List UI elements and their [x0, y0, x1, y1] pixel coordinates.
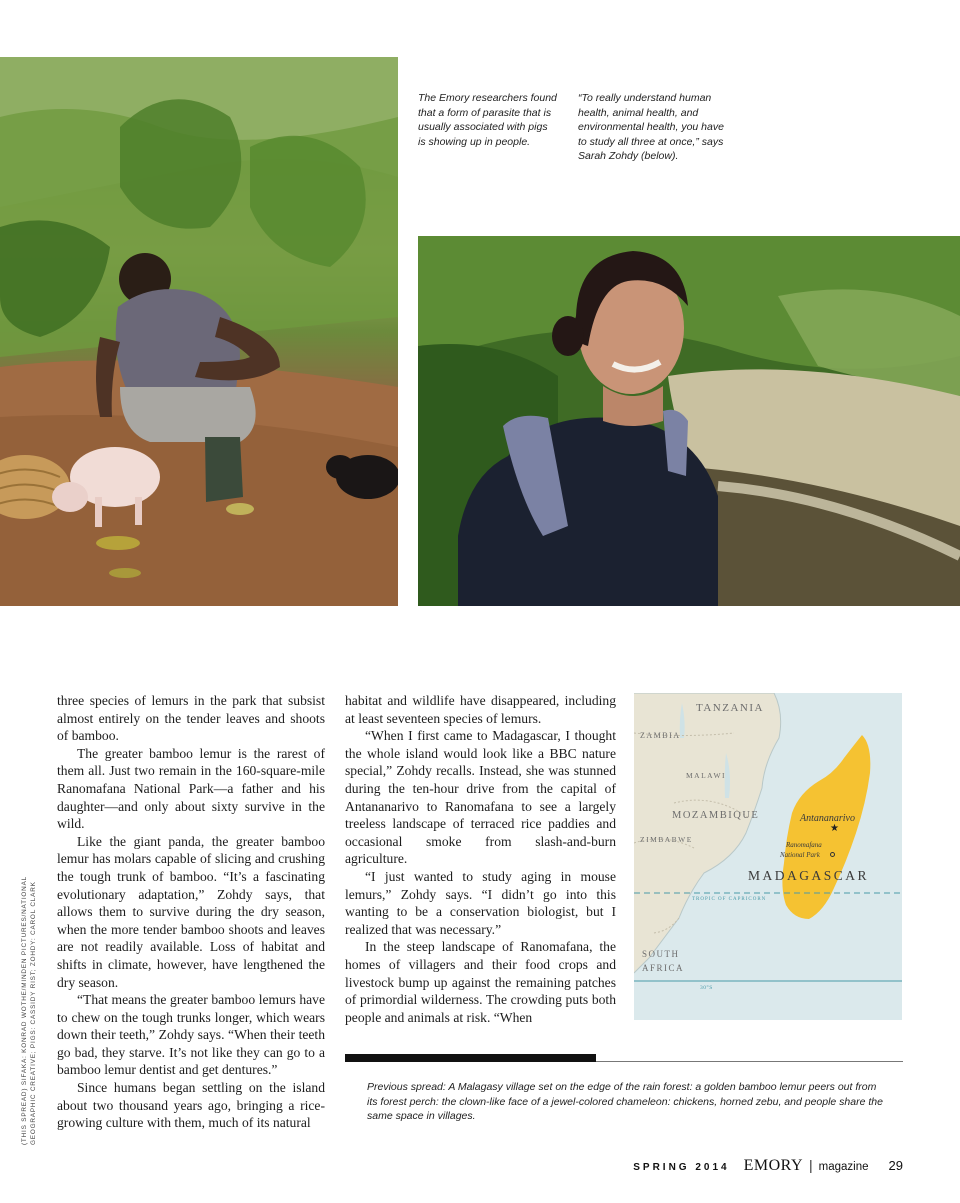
map-label-latitude: 30°S — [700, 985, 713, 991]
caption-parasite: The Emory researchers found that a form of parasite that is usually associated with pigs is showing up in people. — [418, 92, 557, 148]
body-paragraph: “That means the greater bamboo lemurs have to chew on the tough trunks longer, which wears down their teeth,” Zohdy says. “When their teeth go bad, they starve. It’s not like they can go to a bamboo lemur dentist and get dentures.” — [57, 992, 325, 1078]
body-paragraph: In the steep landscape of Ranomafana, the homes of villagers and their food crops and livestock bump up against the remaining patches of primordial wilderness. The crowding puts both people and animals at risk. “When — [345, 939, 616, 1025]
caption-zohdy-quote: “To really understand human health, animal health, and environmental health, you have to study all three at once,” says Sarah Zohdy (below). — [578, 92, 724, 162]
map-label-zimbabwe: ZIMBABWE — [640, 835, 693, 844]
body-paragraph: Like the giant panda, the greater bamboo lemur has molars capable of slicing and crushing the tough trunk of bamboo. “It’s a fascinating evolutionary adaptation,” Zohdy says, that allows them to survive during the dry season, when the more tender bamboo shoots and leaves are not readily available. Loss of habitat and shifts in climate, however, have lengthened the dry season. — [57, 833, 325, 990]
map-label-zambia: ZAMBIA — [640, 731, 681, 740]
map-label-south-africa-line1: SOUTH — [642, 949, 680, 959]
page-number: 29 — [888, 1158, 903, 1173]
map-label-tanzania: TANZANIA — [696, 702, 764, 714]
map-label-madagascar: MADAGASCAR — [748, 868, 870, 883]
body-paragraph: “I just wanted to study aging in mouse lemurs,” Zohdy says. “I didn’t go into this wanting to be a conservation biologist, but I realized that was necessary.” — [345, 868, 616, 937]
map-label-malawi: MALAWI — [686, 771, 727, 780]
madagascar-map — [634, 693, 902, 1020]
photo-man-with-pigs — [0, 57, 398, 606]
star-icon: ★ — [830, 823, 839, 834]
caption-rule-thick — [345, 1054, 596, 1062]
body-paragraph: habitat and wildlife have disappeared, including at least seventeen species of lemurs. — [345, 693, 616, 726]
caption-rule-thin — [596, 1061, 903, 1062]
body-paragraph: “When I first came to Madagascar, I thought the whole island would look like a BBC nature special,” Zohdy recalls. Instead, she was stunned during the ten-hour drive from the capital of Antananarivo to Ranomafana to see a largely treeless landscape of terraced rice paddies and occasional smoke from slash-and-burn agriculture. — [345, 728, 616, 867]
map-label-capital: Antananarivo — [800, 813, 855, 824]
body-column-middle — [345, 692, 616, 1026]
body-paragraph: Since humans began settling on the island about two thousand years ago, bringing a rice-growing culture with them, much of its natural — [57, 1080, 325, 1131]
footer-magazine: magazine — [818, 1161, 869, 1173]
photo-credit: (THIS SPREAD) SIFAKA: KONRAD WOTHE/MINDEN PICTURES/NATIONAL GEOGRAPHIC CREATIVE; PIGS: CASSIDY RIST; ZOHDY: CAROL CLARK — [21, 876, 37, 1145]
page-footer — [633, 1157, 903, 1175]
footer-issue: SPRING 2014 — [633, 1162, 730, 1173]
footer-separator: | — [809, 1157, 813, 1173]
body-paragraph: The greater bamboo lemur is the rarest of them all. Just two remain in the 160-square-mile Ranomafana National Park—a father and his daughter—and only about sixty survive in the wild. — [57, 745, 325, 832]
caption-previous-spread: Previous spread: A Malagasy village set on the edge of the rain forest: a golden bamboo lemur peers out from its forest perch: the clown-like face of a jewel-colored chameleon: chickens, horned zebu, and people share the same space in villages. — [367, 1081, 883, 1122]
body-paragraph: three species of lemurs in the park that subsist almost entirely on the tender leaves and shoots of bamboo. — [57, 693, 325, 744]
map-label-park-line1: Ranomafana — [786, 841, 822, 849]
photo-man-with-pigs-illustration — [0, 57, 398, 606]
photo-sarah-zohdy — [418, 236, 960, 606]
circle-icon — [830, 852, 835, 857]
map-label-mozambique: MOZAMBIQUE — [672, 810, 760, 821]
map-label-park-line2: National Park — [780, 851, 820, 859]
body-column-left — [57, 692, 325, 1132]
photo-sarah-zohdy-illustration — [418, 236, 960, 606]
map-label-tropic: TROPIC OF CAPRICORN — [692, 897, 767, 902]
footer-brand-logo: EMORY — [743, 1157, 804, 1174]
map-label-south-africa-line2: AFRICA — [642, 963, 685, 973]
